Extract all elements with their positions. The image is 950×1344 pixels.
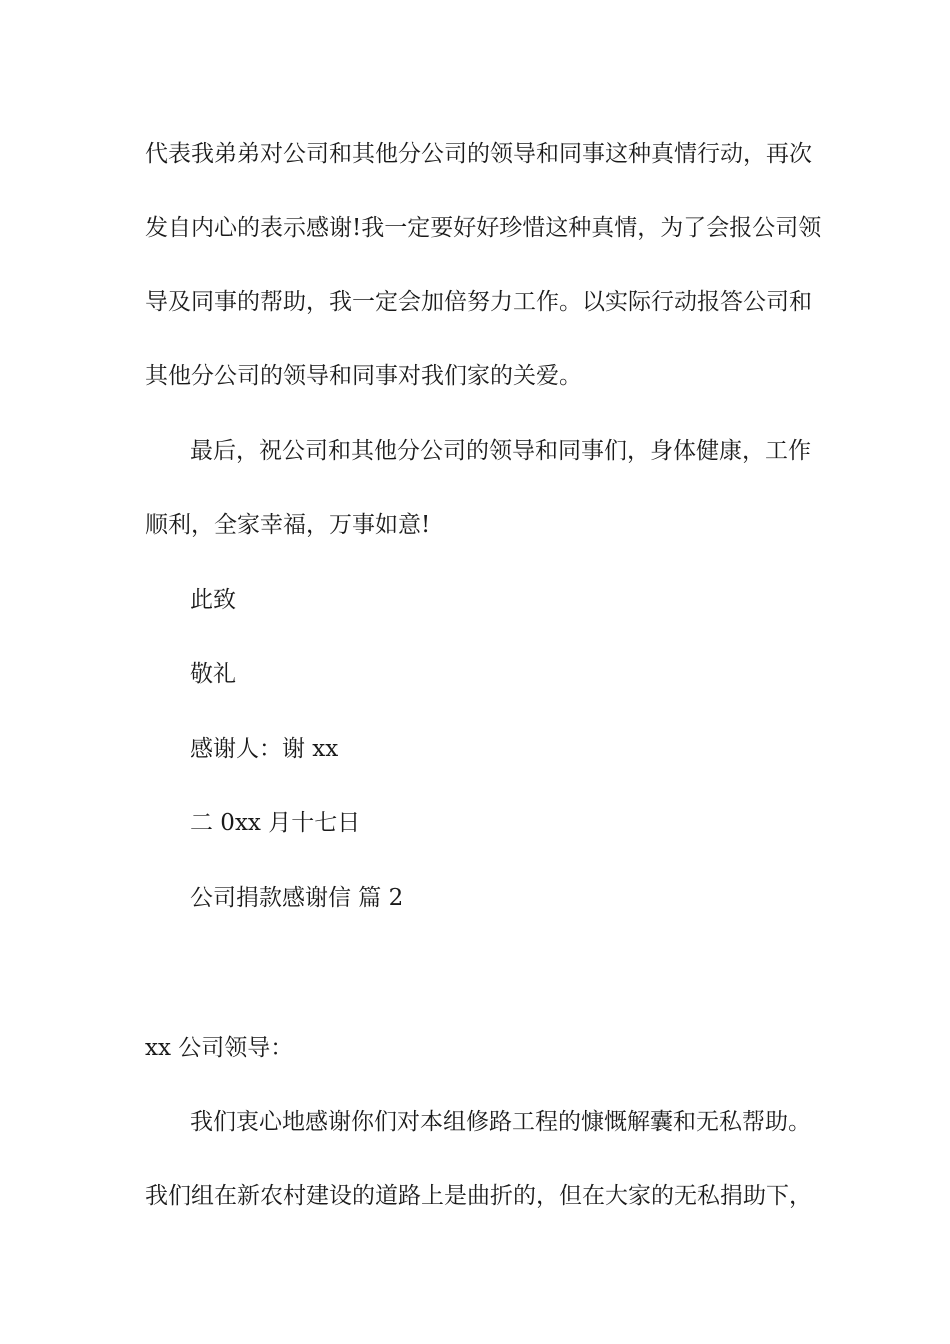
letter1-closing-line-1: 最后，祝公司和其他分公司的领导和同事们，身体健康，工作 — [190, 438, 811, 464]
letter2-body-line-1: 我们衷心地感谢你们对本组修路工程的慷慨解囊和无私帮助。 — [190, 1109, 811, 1135]
salutation-jingli: 敬礼 — [190, 661, 236, 687]
salutation-cizhi: 此致 — [190, 587, 236, 613]
letter1-body-line-3: 导及同事的帮助，我一定会加倍努力工作。以实际行动报答公司和 — [145, 289, 812, 315]
section-title: 公司捐款感谢信 篇 2 — [190, 885, 404, 911]
letter2-body-line-2: 我们组在新农村建设的道路上是曲折的，但在大家的无私捐助下， — [145, 1183, 812, 1209]
date-line: 二 0xx 月十七日 — [190, 810, 361, 836]
signer-line: 感谢人：谢 xx — [190, 736, 339, 762]
letter1-body-line-1: 代表我弟弟对公司和其他分公司的领导和同事这种真情行动，再次 — [145, 141, 812, 167]
letter2-recipient: xx 公司领导： — [145, 1035, 294, 1061]
letter1-closing-line-2: 顺利，全家幸福，万事如意! — [145, 512, 431, 538]
letter1-body-line-2: 发自内心的表示感谢!我一定要好好珍惜这种真情，为了会报公司领 — [145, 215, 822, 241]
letter1-body-line-4: 其他分公司的领导和同事对我们家的关爱。 — [145, 363, 582, 389]
